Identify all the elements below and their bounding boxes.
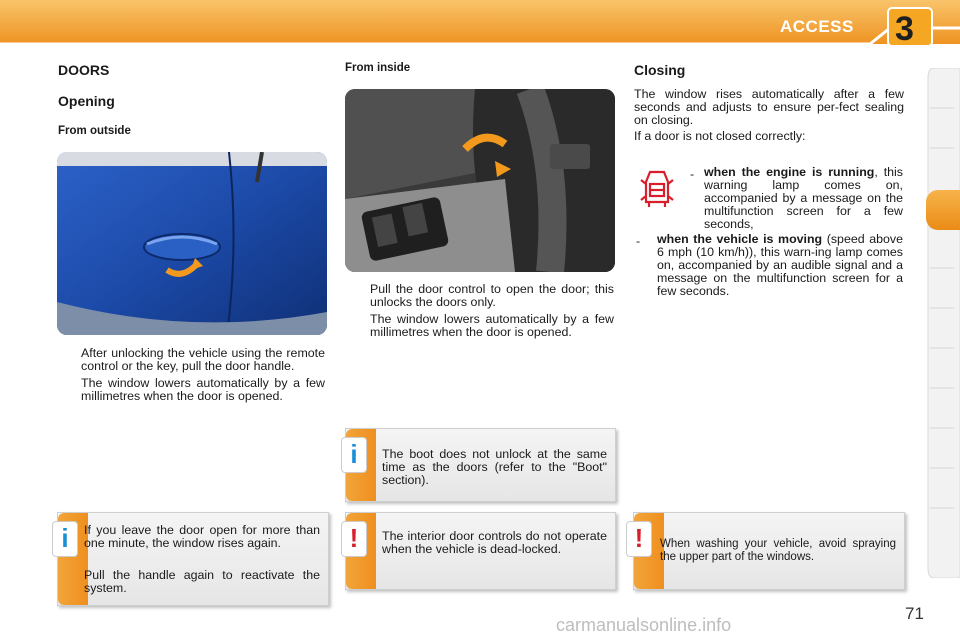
from-inside-heading: From inside xyxy=(345,62,411,74)
warning-icon: ! xyxy=(341,521,367,557)
engine-running-item xyxy=(704,166,903,231)
dash: - xyxy=(690,167,695,181)
section-title: DOORS xyxy=(58,62,110,78)
outside-note: The window lowers automatically by a few millimetres when the door is opened. xyxy=(81,376,325,403)
washing-warning-text: When washing your vehicle, avoid spraying the upper part of the windows. xyxy=(660,538,896,563)
info-icon: i xyxy=(341,437,367,473)
chapter-title: ACCESS xyxy=(780,17,854,36)
left-info-text: If you leave the door open for more than one minute, the window rises again. xyxy=(84,523,320,550)
left-info-box xyxy=(57,512,329,606)
left-info-text-2: Pull the handle again to reactivate the system. xyxy=(84,568,320,595)
tab-chapter-3[interactable] xyxy=(926,190,960,230)
dash: - xyxy=(636,234,641,248)
from-outside-heading: From outside xyxy=(58,125,131,137)
boot-info-box xyxy=(345,428,616,502)
closing-description: The window rises automatically after a few seconds and adjusts to ensure per-fect sealing on closing. xyxy=(634,87,904,127)
page-number: 71 xyxy=(905,604,924,623)
door-handle-image xyxy=(57,152,327,335)
vehicle-moving-text: (speed above 6 mph (10 km/h)), this warn-ing lamp comes on, accompanied by an audible signal and a message on the multifunction screen for a few seconds. xyxy=(657,232,903,298)
interior-door-image xyxy=(345,89,615,272)
chapter-tabs xyxy=(924,68,960,578)
vehicle-moving-item xyxy=(657,233,903,298)
boot-info-text: The boot does not unlock at the same time as the doors (refer to the "Boot" section). xyxy=(382,447,607,487)
washing-warning-box xyxy=(633,512,905,590)
engine-running-text: , this warning lamp comes on, accompanied by a message on the multifunction screen for a few seconds, xyxy=(704,165,903,231)
inside-instruction: Pull the door control to open the door; this unlocks the doors only. xyxy=(370,282,614,309)
outside-instruction: After unlocking the vehicle using the remote control or the key, pull the door handle. xyxy=(81,346,325,373)
chapter-number: 3 xyxy=(895,10,914,48)
engine-running-label: when the engine is running xyxy=(704,165,875,179)
deadlock-warning-box xyxy=(345,512,616,590)
door-open-warning-lamp-icon xyxy=(640,168,674,210)
subsection-title: Opening xyxy=(58,93,115,109)
warning-icon: ! xyxy=(626,521,652,557)
inside-note: The window lowers automatically by a few millimetres when the door is opened. xyxy=(370,312,614,339)
closing-condition: If a door is not closed correctly: xyxy=(634,129,806,143)
deadlock-warning-text: The interior door controls do not operate when the vehicle is dead-locked. xyxy=(382,529,607,556)
watermark: carmanualsonline.info xyxy=(556,615,732,635)
closing-title: Closing xyxy=(634,62,686,78)
vehicle-moving-label: when the vehicle is moving xyxy=(657,232,823,246)
info-icon: i xyxy=(52,521,78,557)
